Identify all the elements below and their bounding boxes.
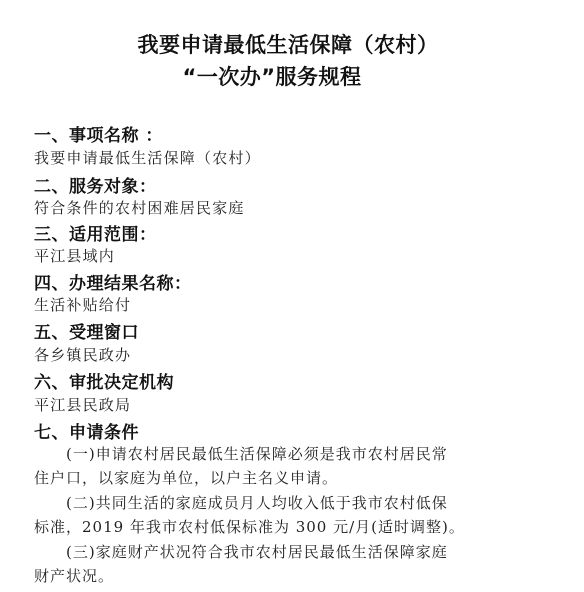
condition-2-line-2: 标准，2019 年我市农村低保标准为 300 元/月(适时调整)。	[34, 518, 465, 536]
section-content-approval-authority: 平江县民政局	[34, 396, 132, 414]
section-heading-approval-authority: 六、审批决定机构	[34, 373, 174, 393]
section-content-result-name: 生活补贴给付	[34, 296, 132, 314]
section-content-window: 各乡镇民政办	[34, 346, 132, 364]
condition-2-line-1: (二)共同生活的家庭成员月人均收入低于我市农村低保	[66, 494, 448, 512]
section-content-item-name: 我要申请最低生活保障（农村）	[34, 149, 261, 167]
section-content-service-target: 符合条件的农村困难居民家庭	[34, 199, 245, 217]
section-heading-conditions: 七、申请条件	[34, 423, 139, 443]
section-heading-service-target: 二、服务对象：	[34, 177, 157, 197]
section-heading-window: 五、受理窗口	[34, 323, 139, 343]
section-content-scope: 平江县域内	[34, 247, 116, 265]
document-title-line-2: “一次办”服务规程	[182, 65, 362, 89]
condition-3-line-1: (三)家庭财产状况符合我市农村居民最低生活保障家庭	[66, 543, 448, 561]
condition-3-line-2: 财产状况。	[34, 567, 115, 585]
section-heading-result-name: 四、办理结果名称：	[34, 274, 192, 294]
condition-1-line-2: 住户口，以家庭为单位，以户主名义申请。	[34, 469, 339, 487]
section-heading-item-name: 一、事项名称 ：	[34, 126, 163, 146]
condition-1-line-1: (一)申请农村居民最低生活保障必须是我市农村居民常	[66, 445, 448, 463]
section-heading-scope: 三、适用范围：	[34, 225, 157, 245]
document-title-line-1: 我要申请最低生活保障（农村）	[137, 33, 439, 57]
